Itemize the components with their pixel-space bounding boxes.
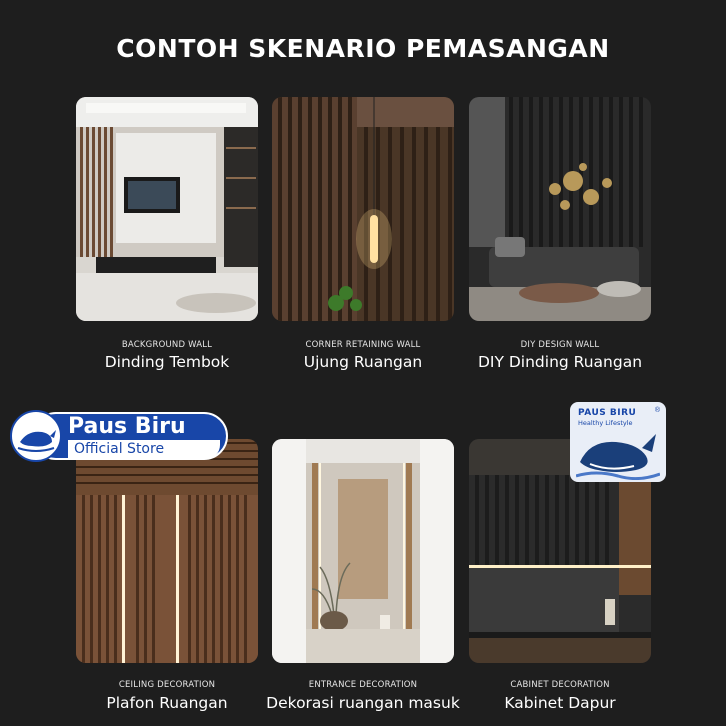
scenario-image-ceiling — [76, 439, 258, 663]
whale-logo-icon — [10, 410, 62, 462]
store-label: Official Store — [74, 441, 165, 457]
whale-icon — [576, 426, 660, 480]
scenario-label-en: CABINET DECORATION — [510, 680, 610, 690]
scenario-image-background-wall — [76, 97, 258, 321]
scenario-label-en: BACKGROUND WALL — [121, 340, 213, 350]
brand-tagline: Healthy Lifestyle — [578, 419, 633, 427]
official-store-badge — [10, 410, 230, 462]
brand-name: PAUS BIRU — [578, 408, 637, 418]
registered-mark: ® — [654, 407, 660, 414]
scenario-label-en: CORNER RETAINING WALL — [305, 340, 421, 350]
scenario-label-en: DIY DESIGN WALL — [520, 340, 600, 350]
scenario-image-entrance — [272, 439, 454, 663]
scenario-label: Dekorasi ruangan masuk — [266, 694, 460, 712]
scenario-label-en: ENTRANCE DECORATION — [308, 680, 418, 690]
scenario-label: Dinding Tembok — [104, 353, 230, 371]
scenario-label: Ujung Ruangan — [303, 353, 423, 371]
scenario-label: Plafon Ruangan — [106, 694, 228, 712]
scenario-label: Kabinet Dapur — [504, 694, 616, 712]
scenario-image-living-room — [469, 97, 651, 321]
store-name: Paus Biru — [68, 414, 186, 439]
scenario-label-en: CEILING DECORATION — [118, 680, 216, 690]
store-tag — [68, 440, 220, 459]
scenario-image-corner-wall — [272, 97, 454, 321]
scenario-label: DIY Dinding Ruangan — [477, 353, 643, 371]
brand-logo — [570, 402, 666, 482]
page-title: CONTOH SKENARIO PEMASANGAN — [116, 34, 610, 63]
